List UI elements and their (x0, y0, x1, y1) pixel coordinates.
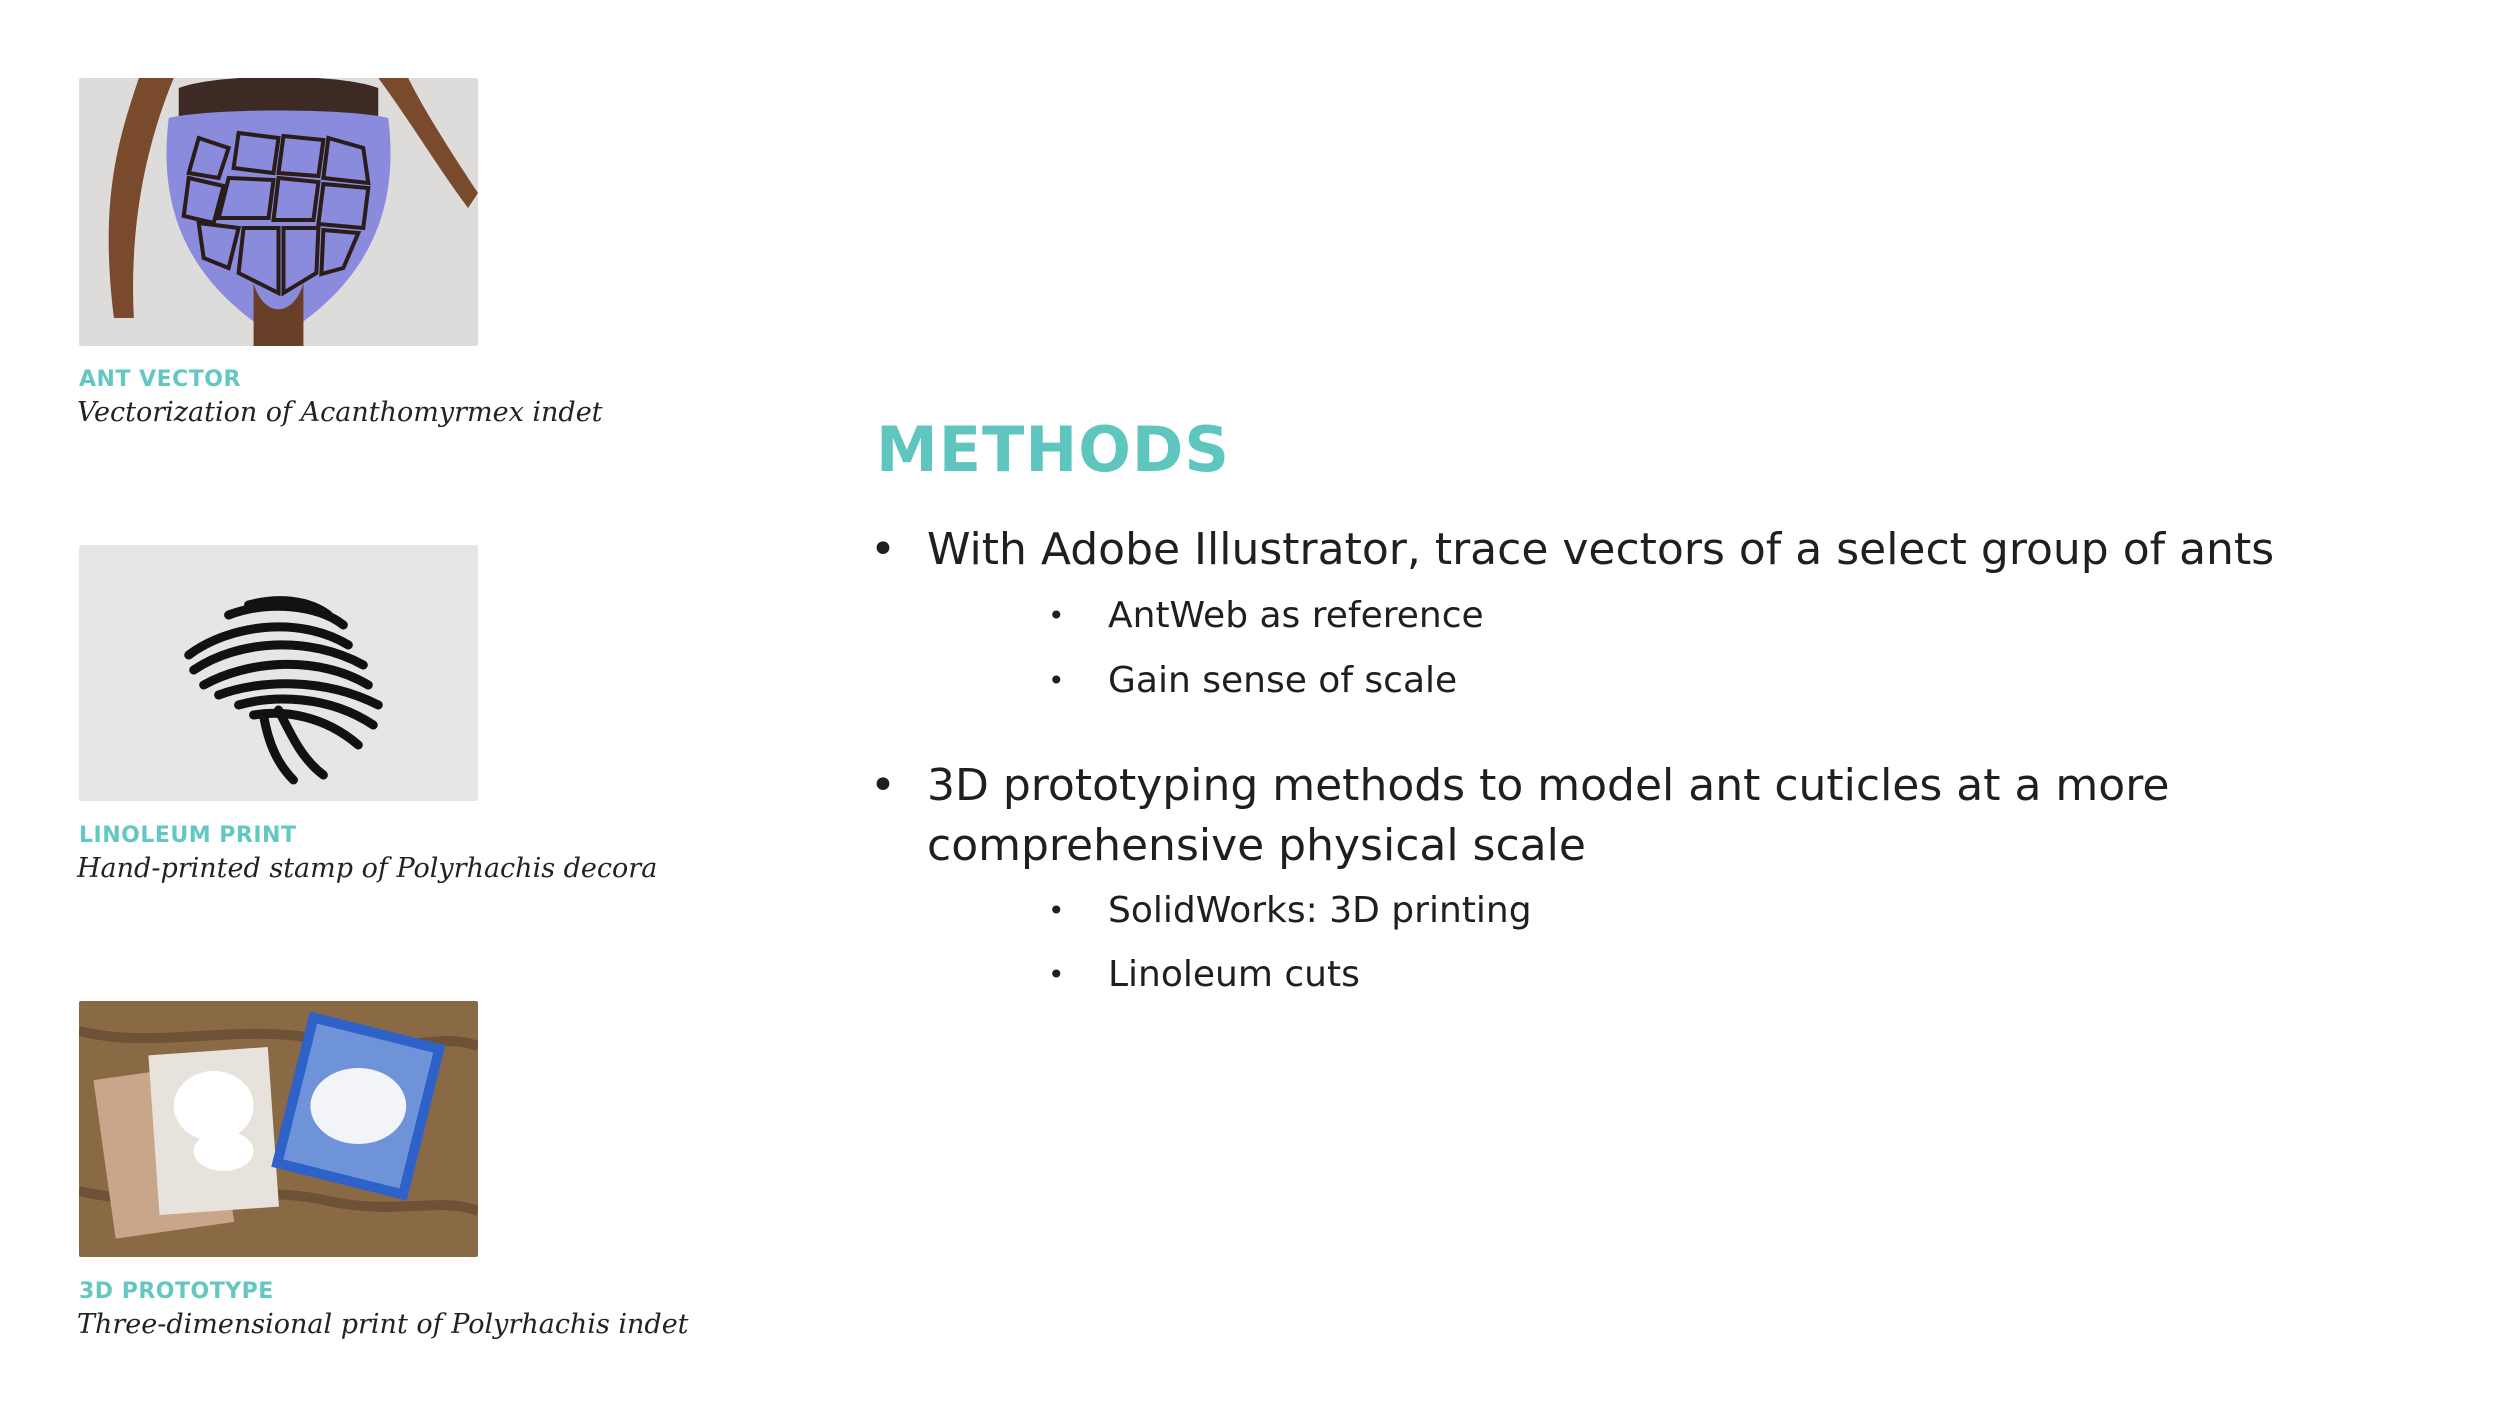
sub-bullet-text: Gain sense of scale (1108, 660, 1458, 701)
sub-bullet-text: SolidWorks: 3D printing (1108, 890, 1532, 931)
sub-bullet-text: AntWeb as reference (1108, 595, 1484, 636)
bullet-text-line-1: 3D prototyping methods to model ant cuticles at a more (927, 760, 2170, 811)
linoleum-print-image (79, 545, 478, 801)
sub-bullet-dot: • (1048, 958, 1065, 991)
bullet-text: With Adobe Illustrator, trace vectors of a select group of ants (927, 524, 2275, 575)
3d-prototype-image (79, 1001, 478, 1257)
bullet-text-line-2: comprehensive physical scale (927, 820, 1586, 871)
ant-vector-image (79, 78, 478, 346)
sub-bullet-dot: • (1048, 664, 1065, 697)
ant-vector-caption-subtitle: Vectorization of Acanthomyrmex indet (77, 397, 603, 428)
ant-vector-caption-title: ANT VECTOR (79, 367, 241, 392)
bullet-dot: • (870, 524, 896, 575)
3d-prototype-caption-subtitle: Three-dimensional print of Polyrhachis indet (77, 1309, 689, 1340)
linoleum-print-caption-title: LINOLEUM PRINT (79, 823, 297, 848)
linoleum-print-caption-subtitle: Hand-printed stamp of Polyrhachis decora (77, 853, 658, 884)
sub-bullet-dot: • (1048, 894, 1065, 927)
sub-bullet-text: Linoleum cuts (1108, 954, 1360, 995)
methods-heading: METHODS (876, 413, 1231, 486)
sub-bullet-dot: • (1048, 599, 1065, 632)
3d-prototype-caption-title: 3D PROTOTYPE (79, 1279, 274, 1304)
bullet-dot: • (870, 760, 896, 811)
